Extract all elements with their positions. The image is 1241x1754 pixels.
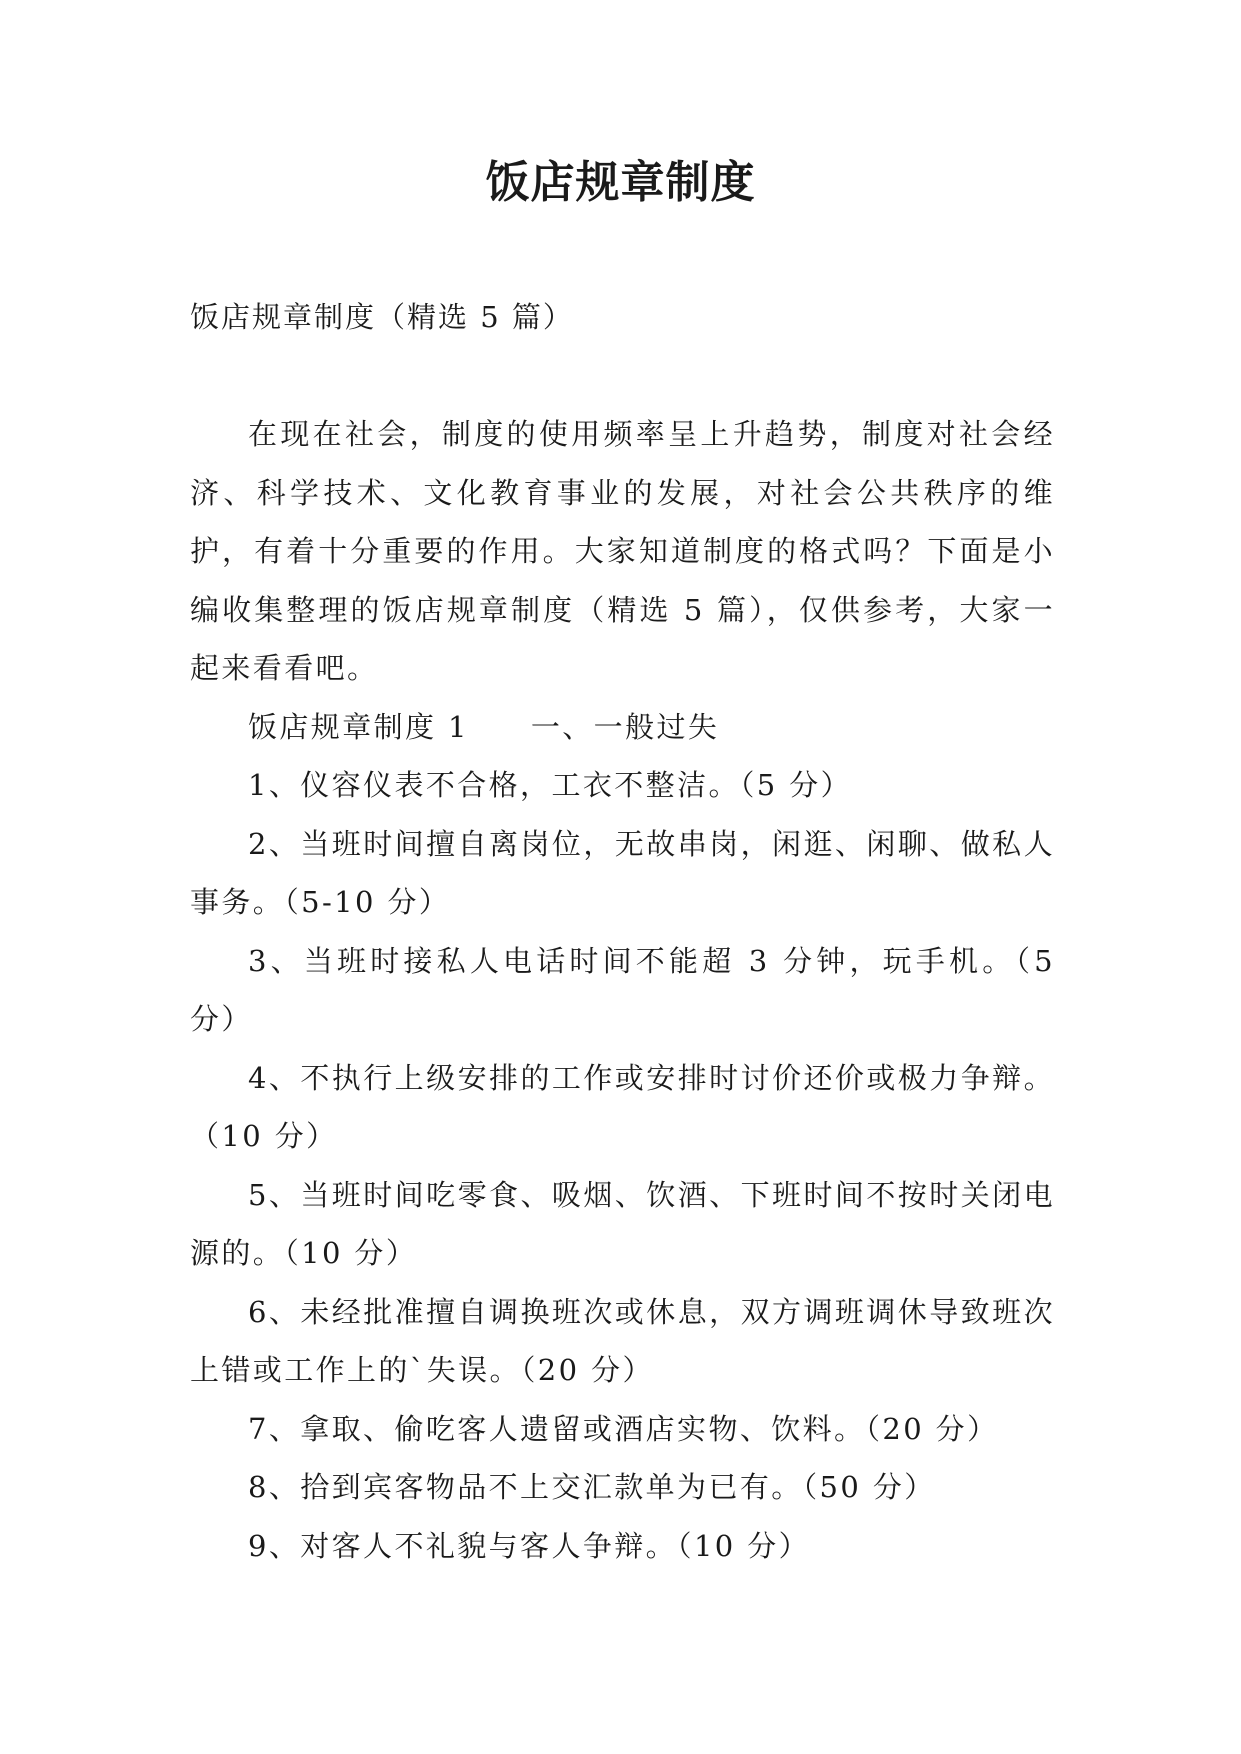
section-heading: 一、一般过失: [530, 709, 720, 744]
section-heading-line: [190, 698, 1055, 757]
section-title: 饭店规章制度 1: [248, 709, 469, 744]
rule-item-8: 8、拾到宾客物品不上交汇款单为已有。（50 分）: [248, 1470, 936, 1504]
document-subtitle: 饭店规章制度（精选 5 篇）: [190, 300, 574, 334]
rule-item-5: 5、当班时间吃零食、吸烟、饮酒、下班时间不按时关闭电源的。（10 分）: [190, 1177, 1055, 1270]
rule-item-3: 3、当班时接私人电话时间不能超 3 分钟，玩手机。（5 分）: [190, 943, 1055, 1036]
rule-item-9: 9、对客人不礼貌与客人争辩。（10 分）: [248, 1528, 811, 1563]
rule-item-2: 2、当班时间擅自离岗位，无故串岗，闲逛、闲聊、做私人事务。（5-10 分）: [190, 826, 1055, 919]
document-body: [190, 405, 1055, 1575]
intro-paragraph: 在现在社会，制度的使用频率呈上升趋势，制度对社会经济、科学技术、文化教育事业的发展，对社会公共秩序的维护，有着十分重要的作用。大家知道制度的格式吗？下面是小编收集整理的饭店规章制度（精选 5 篇），仅供参考，大家一起来看看吧。: [190, 417, 1055, 685]
rule-item-6: 6、未经批准擅自调换班次或休息，双方调班调休导致班次上错或工作上的`失误。（20 分）: [190, 1294, 1055, 1387]
rule-item-7: 7、拿取、偷吃客人遗留或酒店实物、饮料。（20 分）: [248, 1411, 999, 1446]
rule-item-4: 4、不执行上级安排的工作或安排时讨价还价或极力争辩。（10 分）: [190, 1060, 1055, 1153]
rule-item-1: 1、仪容仪表不合格，工衣不整洁。（5 分）: [248, 768, 853, 802]
document-title: 饭店规章制度: [485, 157, 756, 208]
